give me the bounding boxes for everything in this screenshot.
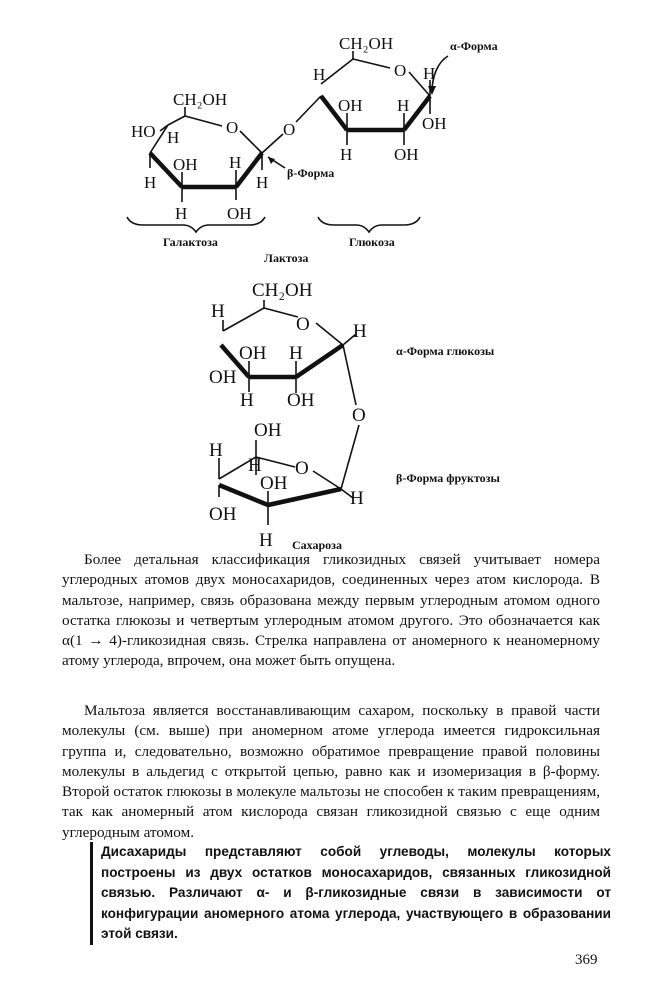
beta-fructose-label: β-Форма фруктозы bbox=[396, 471, 500, 485]
glucose-ch2oh: CH₂OH bbox=[339, 34, 394, 53]
sucrose-glucose-oh-bottom: OH bbox=[287, 390, 315, 411]
sucrose-name: Сахароза bbox=[292, 538, 343, 552]
sucrose-glucose-oh-left: OH bbox=[209, 367, 237, 388]
glycosidic-bridge-oxygen: O bbox=[283, 120, 296, 139]
glucose-oh-inner: OH bbox=[338, 96, 363, 115]
galactose-h-right-lower: H bbox=[256, 173, 269, 192]
fructose-ring-oxygen: O bbox=[295, 458, 309, 479]
galactose-caption: Галактоза bbox=[163, 235, 218, 249]
sucrose-glucose-ring-oxygen: O bbox=[296, 314, 310, 335]
alpha-form-label: α-Форма bbox=[450, 39, 498, 53]
glucose-h-bottom: H bbox=[340, 145, 353, 164]
glucose-h-right: H bbox=[423, 64, 436, 83]
lactose-name: Лактоза bbox=[264, 251, 309, 265]
fructose-h-right: H bbox=[350, 488, 364, 509]
fructose-oh-left: OH bbox=[209, 504, 237, 525]
fructose-oh-top: OH bbox=[254, 420, 282, 441]
glucose-h-top-left: H bbox=[313, 65, 326, 84]
glucose-ring-oxygen: O bbox=[394, 61, 407, 80]
sucrose-glucose-h-right: H bbox=[353, 321, 367, 342]
galactose-h-inner: H bbox=[229, 153, 242, 172]
sucrose-glucose-h-inner: H bbox=[289, 343, 303, 364]
fructose-oh-inner: OH bbox=[260, 473, 288, 494]
paragraph-maltose-reducing: Мальтоза является восстанавливающим сахаром, поскольку в правой части молекулы (см. выше) при аномерном атоме углерода имеется гидроксильная группа и, следовательно, возможно обратимое превращение правой половины молекулы в альдегид с открытой цепью, равно как и изомеризация в β-форму. Второй остаток глюкозы в молекуле мальтозы не способен к таким превращениям, так как аномерный атом кислорода связан гликозидной связью с еще одним углеродным атомом. bbox=[62, 702, 600, 841]
glucose-oh-right: OH bbox=[422, 114, 447, 133]
fructose-h-inner: H bbox=[248, 455, 262, 476]
galactose-ring-oxygen: O bbox=[226, 118, 239, 137]
sucrose-glucose-ch2oh: CH₂OH bbox=[252, 280, 313, 301]
summary-box: Дисахариды представляют собой углеводы, молекулы которых построены из двух остатков моносахаридов, связанных гликозидной связью. Различают α- и β-гликозидные связи в зависимости от конфигурации аномерного атома углерода, участвующего в образовании этой связи. bbox=[90, 842, 611, 945]
fructose-h-left: H bbox=[209, 440, 223, 461]
sucrose-glucose-h-bottom-left: H bbox=[240, 390, 254, 411]
sucrose-glucose-h-top-left: H bbox=[211, 301, 225, 322]
galactose-h-bottom: H bbox=[175, 204, 188, 223]
glucose-caption: Глюкоза bbox=[349, 235, 395, 249]
beta-form-label: β-Форма bbox=[287, 166, 335, 180]
sucrose-glucose-oh-inner: OH bbox=[239, 343, 267, 364]
glucose-oh-bottom: OH bbox=[394, 145, 419, 164]
paragraph-glycosidic-classification: Более детальная классификация гликозидных связей учитывает номера углеродных атомов двух моносахаридов, соединенных через атом кислорода. В мальтозе, например, связь образована между первым углеродным атомом одного остатка глюкозы и четвертым углеродным атомом другого. Это обозначается как α(1 → 4)-гликозидная связь. Стрелка направлена от аномерного к неаномерному атому углерода, впрочем, она может быть опущена. bbox=[62, 551, 600, 670]
galactose-ho-left: HO bbox=[131, 122, 156, 141]
alpha-glucose-label: α-Форма глюкозы bbox=[396, 344, 495, 358]
lactose-structure bbox=[0, 0, 659, 270]
galactose-h-top-left: H bbox=[167, 128, 180, 147]
galactose-oh-inner: OH bbox=[173, 155, 198, 174]
galactose-ch2oh: CH₂OH bbox=[173, 90, 228, 109]
galactose-h-left-lower: H bbox=[144, 173, 157, 192]
glucose-h-inner: H bbox=[397, 96, 410, 115]
sucrose-structure bbox=[0, 265, 659, 555]
fructose-h-bottom: H bbox=[259, 530, 273, 551]
sucrose-bridge-oxygen: O bbox=[352, 405, 366, 426]
page-number: 369 bbox=[575, 952, 598, 968]
galactose-oh-bottom: OH bbox=[227, 204, 252, 223]
